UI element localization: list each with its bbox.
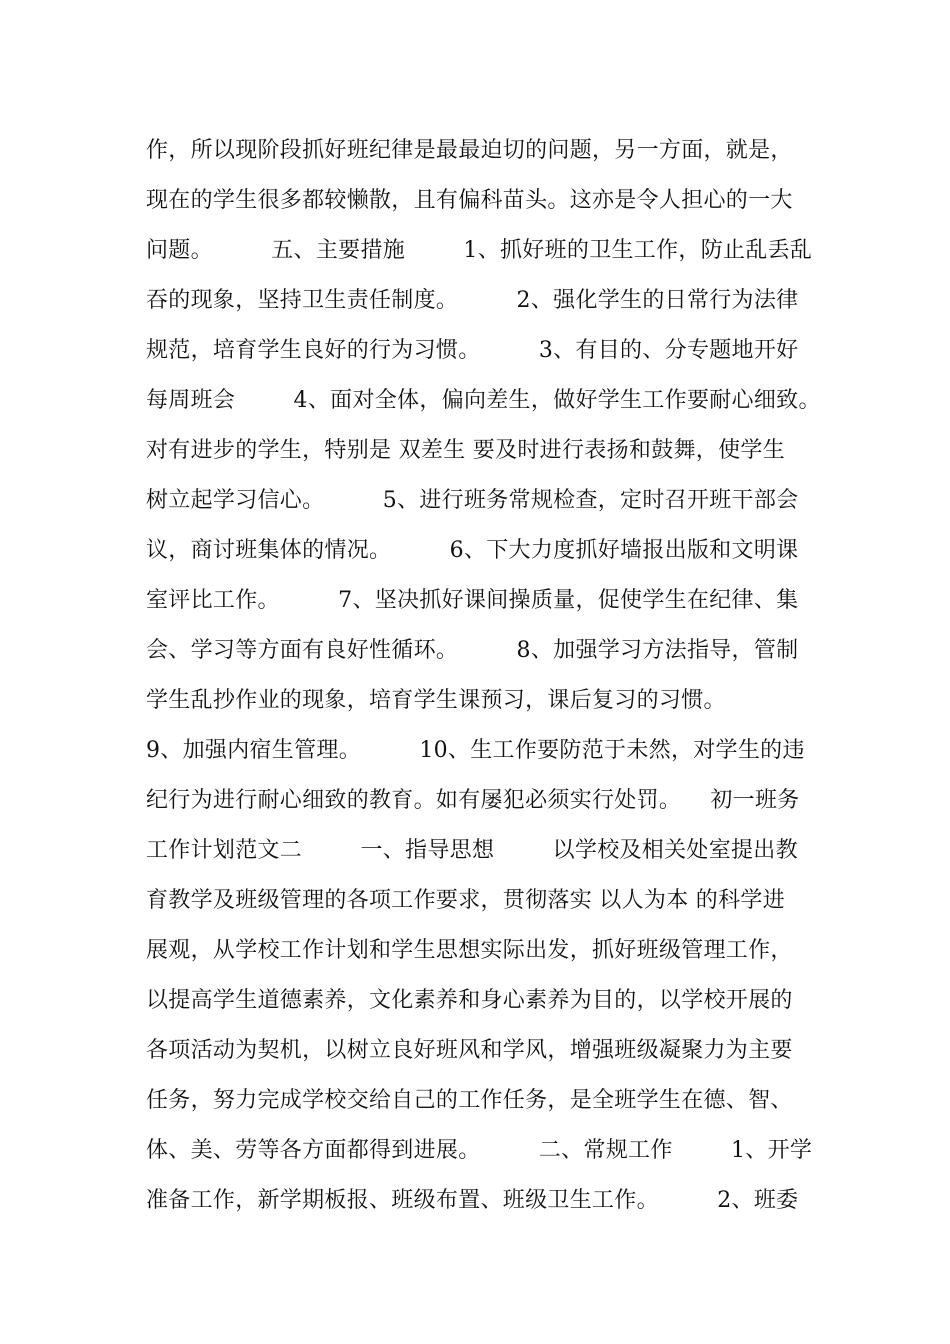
text-line: 问题。 五、主要措施 1、抓好班的卫生工作，防止乱丢乱 — [146, 238, 813, 263]
text-line: 纪行为进行耐心细致的教育。如有屡犯必须实行处罚。 初一班务 — [146, 788, 800, 813]
text-line: 议，商讨班集体的情况。 6、下大力度抓好墙报出版和文明课 — [146, 538, 799, 563]
text-line: 对有进步的学生，特别是 双差生 要及时进行表扬和鼓舞，使学生 — [146, 438, 785, 463]
text-line: 会、学习等方面有良好性循环。 8、加强学习方法指导，管制 — [146, 638, 799, 663]
text-line: 展观，从学校工作计划和学生思想实际出发，抓好班级管理工作， — [146, 938, 793, 963]
text-line: 工作计划范文二 一、指导思想 以学校及相关处室提出教 — [146, 838, 798, 863]
text-line: 作，所以现阶段抓好班纪律是最最迫切的问题，另一方面，就是， — [146, 138, 793, 163]
text-line: 体、美、劳等各方面都得到进展。 二、常规工作 1、开学 — [146, 1138, 813, 1163]
text-line: 各项活动为契机，以树立良好班风和学风，增强班级凝聚力为主要 — [146, 1038, 793, 1063]
text-line: 吞的现象，坚持卫生责任制度。 2、强化学生的日常行为法律 — [146, 288, 799, 313]
text-line: 学生乱抄作业的现象，培育学生课预习，课后复习的习惯。 — [146, 688, 726, 713]
text-line: 现在的学生很多都较懒散，且有偏科苗头。这亦是令人担心的一大 — [146, 188, 793, 213]
text-line: 任务，努力完成学校交给自己的工作任务，是全班学生在德、智、 — [146, 1088, 793, 1113]
text-line: 室评比工作。 7、坚决抓好课间操质量，促使学生在纪律、集 — [146, 588, 799, 613]
text-line: 树立起学习信心。 5、进行班务常规检查，定时召开班干部会 — [146, 488, 799, 513]
text-line: 准备工作，新学期板报、班级布置、班级卫生工作。 2、班委 — [146, 1188, 799, 1213]
text-line: 育教学及班级管理的各项工作要求，贯彻落实 以人为本 的科学进 — [146, 888, 785, 913]
body-text — [146, 126, 826, 1226]
text-line: 规范，培育学生良好的行为习惯。 3、有目的、分专题地开好 — [146, 338, 799, 363]
text-line: 每周班会 4、面对全体，偏向差生，做好学生工作要耐心细致。 — [146, 388, 821, 413]
text-line: 9、加强内宿生管理。 10、生工作要防范于未然，对学生的违 — [146, 738, 805, 763]
text-line: 以提高学生道德素养，文化素养和身心素养为目的，以学校开展的 — [146, 988, 793, 1013]
